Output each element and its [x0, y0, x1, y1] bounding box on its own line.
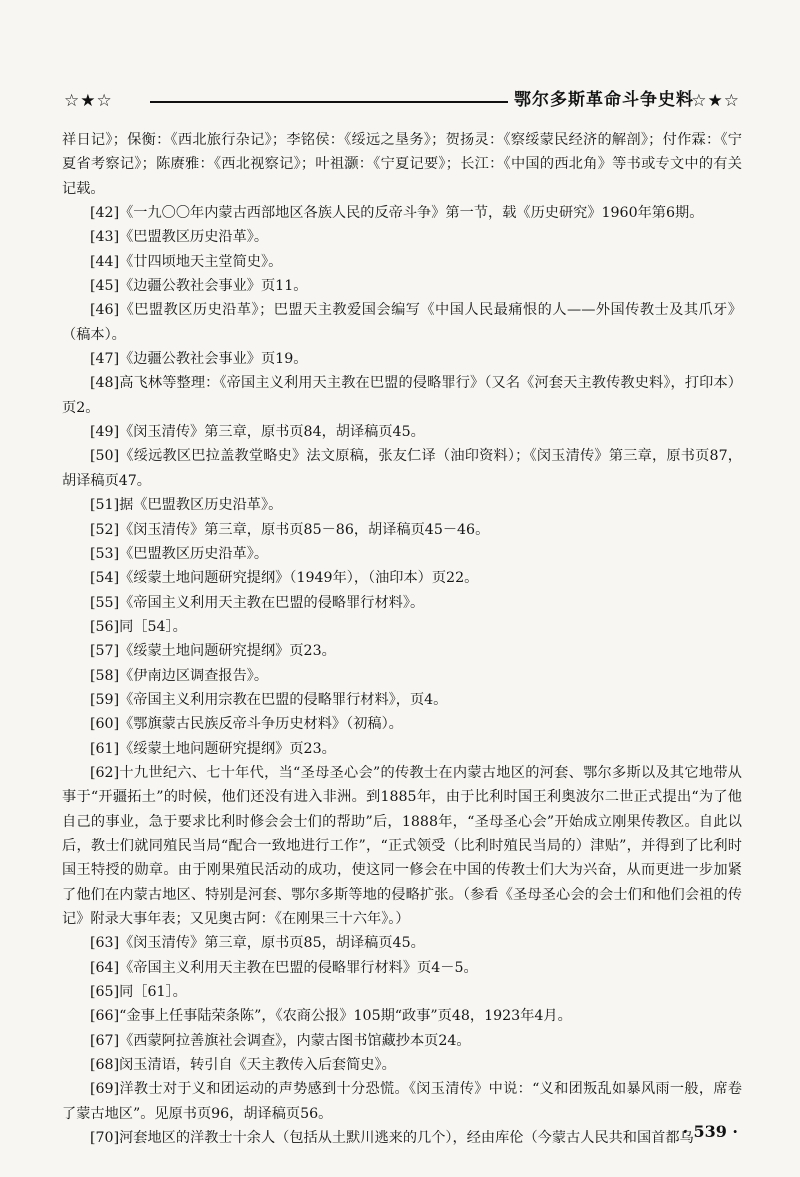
running-header — [62, 88, 740, 116]
note-paragraph: [52]《闵玉清传》第三章，原书页85－86，胡译稿页45－46。 — [90, 521, 490, 538]
note-paragraph: [58]《伊南边区调查报告》。 — [90, 667, 269, 684]
note-paragraph: [45]《边疆公教社会事业》页11。 — [90, 278, 308, 295]
note-paragraph: [70]河套地区的洋教士十余人（包括从土默川逃来的几个），经由库伦（今蒙古人民共和国首都乌 — [90, 1130, 694, 1147]
note-paragraph: [59]《帝国主义利用宗教在巴盟的侵略罪行材料》，页4。 — [90, 691, 448, 708]
header-right-stars: ☆★☆ — [691, 91, 740, 111]
note-paragraph: [55]《帝国主义利用天主教在巴盟的侵略罪行材料》。 — [90, 594, 425, 611]
note-paragraph: [61]《绥蒙土地问题研究提纲》页23。 — [90, 740, 336, 757]
note-paragraph: [51]据《巴盟教区历史沿革》。 — [90, 497, 283, 514]
notes-body — [62, 128, 742, 1150]
continued-note-paragraph: 祥日记》；保衡：《西北旅行杂记》；李铭侯：《绥远之垦务》；贺扬灵：《察绥蒙民经济的解剖》；付作霖：《宁夏省考察记》；陈赓雅：《西北视察记》；叶祖灏：《宁夏记要》；长江：《中国的西北角》等书或专文中的有关记载。 — [62, 132, 742, 197]
note-paragraph: [64]《帝国主义利用天主教在巴盟的侵略罪行材料》页4－5。 — [90, 959, 478, 976]
note-paragraph: [43]《巴盟教区历史沿革》。 — [90, 229, 269, 246]
page-number: · 539 · — [682, 1122, 738, 1141]
note-paragraph: [42]《一九〇〇年内蒙古西部地区各族人民的反帝斗争》第一节，载《历史研究》1960年第6期。 — [90, 205, 704, 222]
note-paragraph: [65]同［61］。 — [90, 984, 187, 1001]
note-paragraph: [67]《西蒙阿拉善旗社会调查》，内蒙古图书馆藏抄本页24。 — [90, 1032, 471, 1049]
note-paragraph: [69]洋教士对于义和团运动的声势感到十分恐慌。《闵玉清传》中说：“义和团叛乱如暴风雨一般，席卷了蒙古地区”。见原书页96，胡译稿页56。 — [62, 1081, 742, 1122]
note-paragraph: [63]《闵玉清传》第三章，原书页85，胡译稿页45。 — [90, 935, 425, 952]
header-left-stars: ☆★☆ — [64, 91, 113, 111]
note-paragraph: [49]《闵玉清传》第三章，原书页84，胡译稿页45。 — [90, 424, 425, 441]
header-rule — [150, 101, 508, 103]
note-paragraph: [56]同［54］。 — [90, 618, 187, 635]
note-paragraph: [57]《绥蒙土地问题研究提纲》页23。 — [90, 643, 336, 660]
note-paragraph: [66]“金事上任事陆荣条陈”，《农商公报》105期“政事”页48，1923年4月。 — [90, 1008, 572, 1025]
note-paragraph: [47]《边疆公教社会事业》页19。 — [90, 351, 308, 368]
header-title: 鄂尔多斯革命斗争史料 — [514, 90, 694, 110]
note-paragraph: [53]《巴盟教区历史沿革》。 — [90, 545, 269, 562]
note-paragraph: [60]《鄂旗蒙古民族反帝斗争历史材料》（初稿）。 — [90, 716, 403, 733]
note-paragraph: [54]《绥蒙土地问题研究提纲》（1949年），（油印本）页22。 — [90, 570, 479, 587]
note-paragraph: [50]《绥远教区巴拉盖教堂略史》法文原稿，张友仁译（油印资料）；《闵玉清传》第三章，原书页87，胡译稿页47。 — [62, 448, 742, 489]
note-paragraph: [46]《巴盟教区历史沿革》；巴盟天主教爱国会编写《中国人民最痛恨的人——外国传教士及其爪牙》（稿本）。 — [62, 302, 742, 343]
note-paragraph: [62]十九世纪六、七十年代，当“圣母圣心会”的传教士在内蒙古地区的河套、鄂尔多斯以及其它地带从事于“开疆拓土”的时候，他们还没有进入非洲。到1885年，由于比利时国王利奥波尔二世正式提出“为了他自己的事业，急于要求比利时修会会士们的帮助”后，1888年，“圣母圣心会”开始成立刚果传教区。自此以后，教士们就同殖民当局“配合一致地进行工作”，“正式领受（比利时殖民当局的）津贴”，并得到了比利时国王特授的勋章。由于刚果殖民活动的成功，使这同一修会在中国的传教士们大为兴奋，从而更进一步加紧了他们在内蒙古地区、特别是河套、鄂尔多斯等地的侵略扩张。（参看《圣母圣心会的会士们和他们会祖的传记》附录大事年表；又见奥古阿：《在刚果三十六年》。） — [62, 764, 742, 927]
note-paragraph: [68]闵玉清语，转引自《天主教传入后套简史》。 — [90, 1057, 396, 1074]
note-paragraph: [48]高飞林等整理：《帝国主义利用天主教在巴盟的侵略罪行》（又名《河套天主教传教史料》，打印本）页2。 — [62, 375, 742, 416]
note-paragraph: [44]《廿四顷地天主堂简史》。 — [90, 253, 283, 270]
